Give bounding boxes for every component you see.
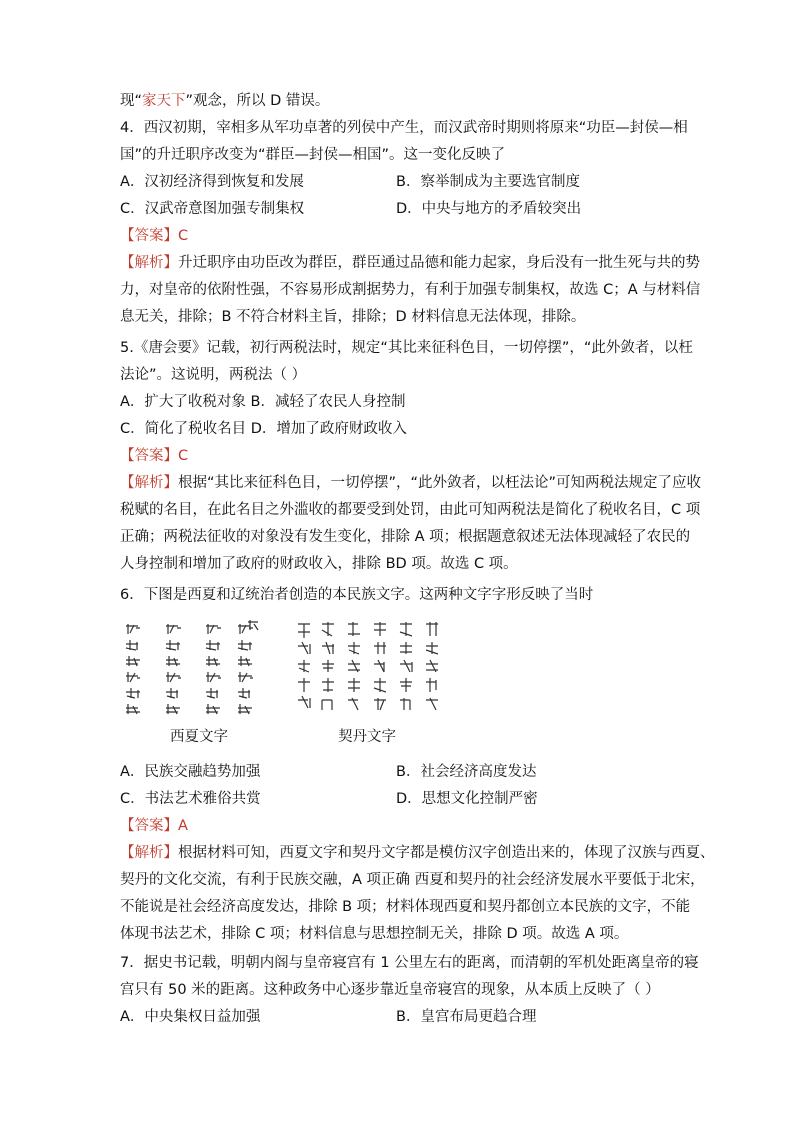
question-4-explanation-line-2: 力，对皇帝的依附性强，不容易形成割据势力，有利于加强专制集权，故选 C；A 与材料信	[120, 282, 701, 298]
scripts-illustration	[120, 620, 450, 725]
question-5-stem-line-2: 法论”。这说明，两税法（ ）	[120, 367, 307, 383]
text-line	[120, 91, 329, 111]
question-5-explanation-line-3: 正确；两税法征收的对象没有发生变化，排除 A 项；根据题意叙述无法体现减轻了农民的	[120, 529, 691, 545]
question-6-stem-line-1: 6．下图是西夏和辽统治者创造的本民族文字。这两种文字字形反映了当时	[120, 587, 594, 603]
answer-tag: 【答案】	[120, 448, 178, 464]
question-6-option-b: B．社会经济高度发达	[396, 764, 537, 780]
question-6-option-c: C．书法艺术雅俗共赏	[120, 791, 261, 807]
explanation-text: 根据材料可知，西夏文字和契丹文字都是模仿汉字创造出来的，体现了汉族与西夏、	[178, 845, 715, 861]
question-6-explanation-line-2: 契丹的文化交流，有利于民族交融，A 项正确 西夏和契丹的社会经济发展水平要低于北宋，	[120, 872, 705, 888]
question-6-option-d: D．思想文化控制严密	[396, 791, 538, 807]
xixia-glyphs	[126, 620, 258, 714]
answer-value: C	[178, 448, 189, 464]
question-7-stem-line-1: 7．据史书记载，明朝内阁与皇帝寝宫有 1 公里左右的距离，而清朝的军机处距离皇帝的寝	[120, 955, 699, 971]
xixia-khitan-script-image	[120, 620, 450, 725]
question-5-explanation-line-1	[120, 473, 701, 493]
question-6-explanation-line-1	[120, 843, 715, 863]
question-5-stem-line-1: 5.《唐会要》记载，初行两税法时，规定“其比来征科色目，一切停摆”，“此外敛者，以枉	[120, 340, 693, 356]
text-fragment: ”观念，所以 D 错误。	[185, 93, 330, 109]
question-5-explanation-line-2: 税赋的名目，在此名目之外滥收的都要受到处罚，由此可知两税法是简化了税收名目，C 项	[120, 502, 701, 518]
question-6-answer	[120, 816, 188, 836]
answer-tag: 【答案】	[120, 228, 178, 244]
question-4-option-c: C．汉武帝意图加强专制集权	[120, 201, 305, 217]
highlight-text: 家天下	[142, 93, 186, 109]
question-5-options-cd: C．简化了税收名目 D．增加了政府财政收入	[120, 421, 407, 437]
answer-value: A	[178, 818, 188, 834]
question-4-stem-line-2: 国”的升迁职序改变为“群臣—封侯—相国”。这一变化反映了	[120, 147, 506, 163]
explanation-tag: 【解析】	[120, 475, 178, 491]
explanation-tag: 【解析】	[120, 255, 178, 271]
question-5-answer	[120, 446, 188, 466]
explanation-text: 升迁职序由功臣改为群臣，群臣通过品德和能力起家，身后没有一批生死与共的势	[178, 255, 700, 271]
question-6-explanation-line-3: 不能说是社会经济高度发达，排除 B 项；材料体现西夏和契丹都创立本民族的文字，不能	[120, 899, 691, 915]
question-4-answer	[120, 226, 188, 246]
question-5-options-ab: A．扩大了收税对象 B．减轻了农民人身控制	[120, 394, 406, 410]
explanation-tag: 【解析】	[120, 845, 178, 861]
question-7-option-a: A．中央集权日益加强	[120, 1009, 261, 1025]
question-4-explanation-line-3: 息无关，排除；B 不符合材料主旨，排除；D 材料信息无法体现，排除。	[120, 309, 586, 325]
question-4-option-b: B．察举制成为主要选官制度	[396, 174, 580, 190]
question-4-option-a: A．汉初经济得到恢复和发展	[120, 174, 304, 190]
question-4-stem-line-1: 4．西汉初期，宰相多从军功卓著的列侯中产生，而汉武帝时期则将原来“功臣—封侯—相	[120, 120, 688, 136]
question-6-option-a: A．民族交融趋势加强	[120, 764, 261, 780]
question-5-explanation-line-4: 人身控制和增加了政府的财政收入，排除 BD 项。故选 C 项。	[120, 556, 518, 572]
question-7-stem-line-2: 宫只有 50 米的距离。这种政务中心逐步靠近皇帝寝宫的现象，从本质上反映了（ ）	[120, 982, 660, 998]
question-4-explanation-line-1	[120, 253, 700, 273]
question-7-option-b: B．皇宫布局更趋合理	[396, 1009, 537, 1025]
caption-xixia: 西夏文字	[170, 729, 228, 745]
question-6-explanation-line-4: 体现书法艺术，排除 C 项；材料信息与思想控制无关，排除 D 项。故选 A 项。	[120, 926, 629, 942]
text-fragment: 现“	[120, 93, 143, 109]
khitan-glyphs	[298, 622, 438, 710]
explanation-text: 根据“其比来征科色目，一切停摆”，“此外敛者，以枉法论”可知两税法规定了应收	[178, 475, 702, 491]
caption-khitan: 契丹文字	[338, 729, 396, 745]
answer-tag: 【答案】	[120, 818, 178, 834]
answer-value: C	[178, 228, 189, 244]
question-4-option-d: D．中央与地方的矛盾较突出	[396, 201, 582, 217]
